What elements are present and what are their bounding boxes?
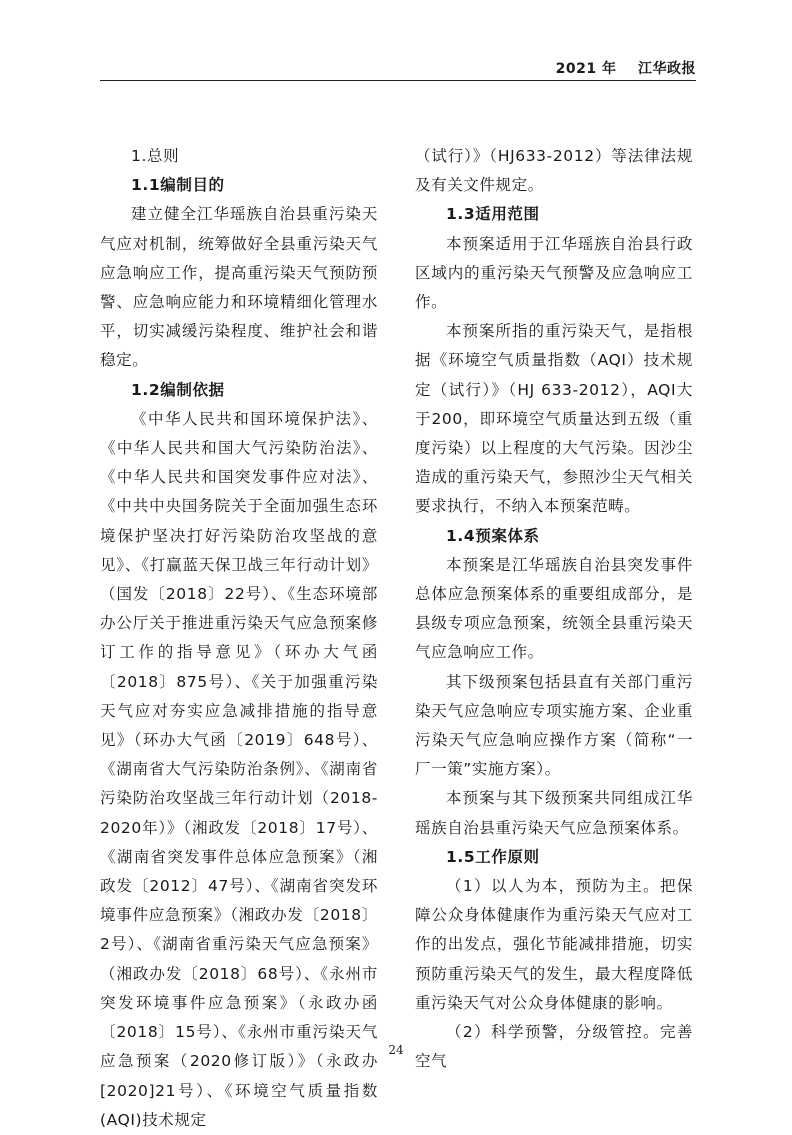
paragraph: 建立健全江华瑶族自治县重污染天气应对机制，统筹做好全县重污染天气应急响应工作，提高重污染天气预防预警、应急响应能力和环境精细化管理水平，切实减缓污染程度、维护社会和谐稳定。 xyxy=(100,205,378,370)
paragraph: （试行）》（HJ633-2012）等法律法规及有关文件规定。 xyxy=(415,147,693,195)
right-column xyxy=(415,142,693,1077)
paragraph: 其下级预案包括县直有关部门重污染天气应急响应专项实施方案、企业重污染天气应急响应操作方案（简称“一厂一策”实施方案）。 xyxy=(415,672,693,779)
left-column xyxy=(100,142,378,1135)
section-heading: 1.3适用范围 xyxy=(446,205,540,224)
paragraph: 本预案是江华瑶族自治县突发事件总体应急预案体系的重要组成部分，是县级专项应急预案，统领全县重污染天气应急响应工作。 xyxy=(415,555,693,662)
paragraph: 本预案与其下级预案共同组成江华瑶族自治县重污染天气应急预案体系。 xyxy=(415,789,693,837)
paragraph: 《中华人民共和国环境保护法》、《中华人民共和国大气污染防治法》、《中华人民共和国突发事件应对法》、《中共中央国务院关于全面加强生态环境保护坚决打好污染防治攻坚战的意见》、《打赢蓝天保卫战三年行动计划》（国发〔2018〕22号）、《生态环境部办公厅关于推进重污染天气应急预案修订工作的指导意见》（环办大气函〔2018〕875号）、《关于加强重污染天气应对夯实应急减排措施的指导意见》（环办大气函〔2019〕648号）、《湖南省大气污染防治条例》、《湖南省污染防治攻坚战三年行动计划（2018-2020年）》（湘政发〔2018〕17号）、《湖南省突发事件总体应急预案》（湘政发〔2012〕47号）、《湖南省突发环境事件应急预案》（湘政办发〔2018〕2号）、《湖南省重污染天气应急预案》（湘政办发〔2018〕68号）、《永州市突发环境事件应急预案》（永政办函〔2018〕15号）、《永州市重污染天气应急预案（2020修订版）》（永政办[2020]21号）、《环境空气质量指数(AQI)技术规定 xyxy=(100,409,378,1129)
paragraph: （2）科学预警，分级管控。完善空气 xyxy=(415,1023,693,1071)
header-title: 2021 年 江华政报 xyxy=(555,61,696,77)
page-number: 24 xyxy=(388,1043,404,1057)
section-heading: 1.5工作原则 xyxy=(446,847,540,866)
paragraph: 1.总则 xyxy=(131,147,180,165)
paragraph: （1）以人为本，预防为主。把保障公众身体健康作为重污染天气应对工作的出发点，强化节能减排措施，切实预防重污染天气的发生，最大程度降低重污染天气对公众身体健康的影响。 xyxy=(415,877,693,1012)
section-heading: 1.1编制目的 xyxy=(131,176,225,195)
paragraph: 本预案所指的重污染天气，是指根据《环境空气质量指数（AQI）技术规定（试行）》（HJ 633-2012），AQI大于200，即环境空气质量达到五级（重度污染）以上程度的大气污染。因沙尘造成的重污染天气，参照沙尘天气相关要求执行，不纳入本预案范畴。 xyxy=(415,322,693,516)
page-header xyxy=(100,54,696,81)
section-heading: 1.2编制依据 xyxy=(131,380,225,399)
paragraph: 本预案适用于江华瑶族自治县行政区域内的重污染天气预警及应急响应工作。 xyxy=(415,234,693,312)
section-heading: 1.4预案体系 xyxy=(446,526,540,545)
